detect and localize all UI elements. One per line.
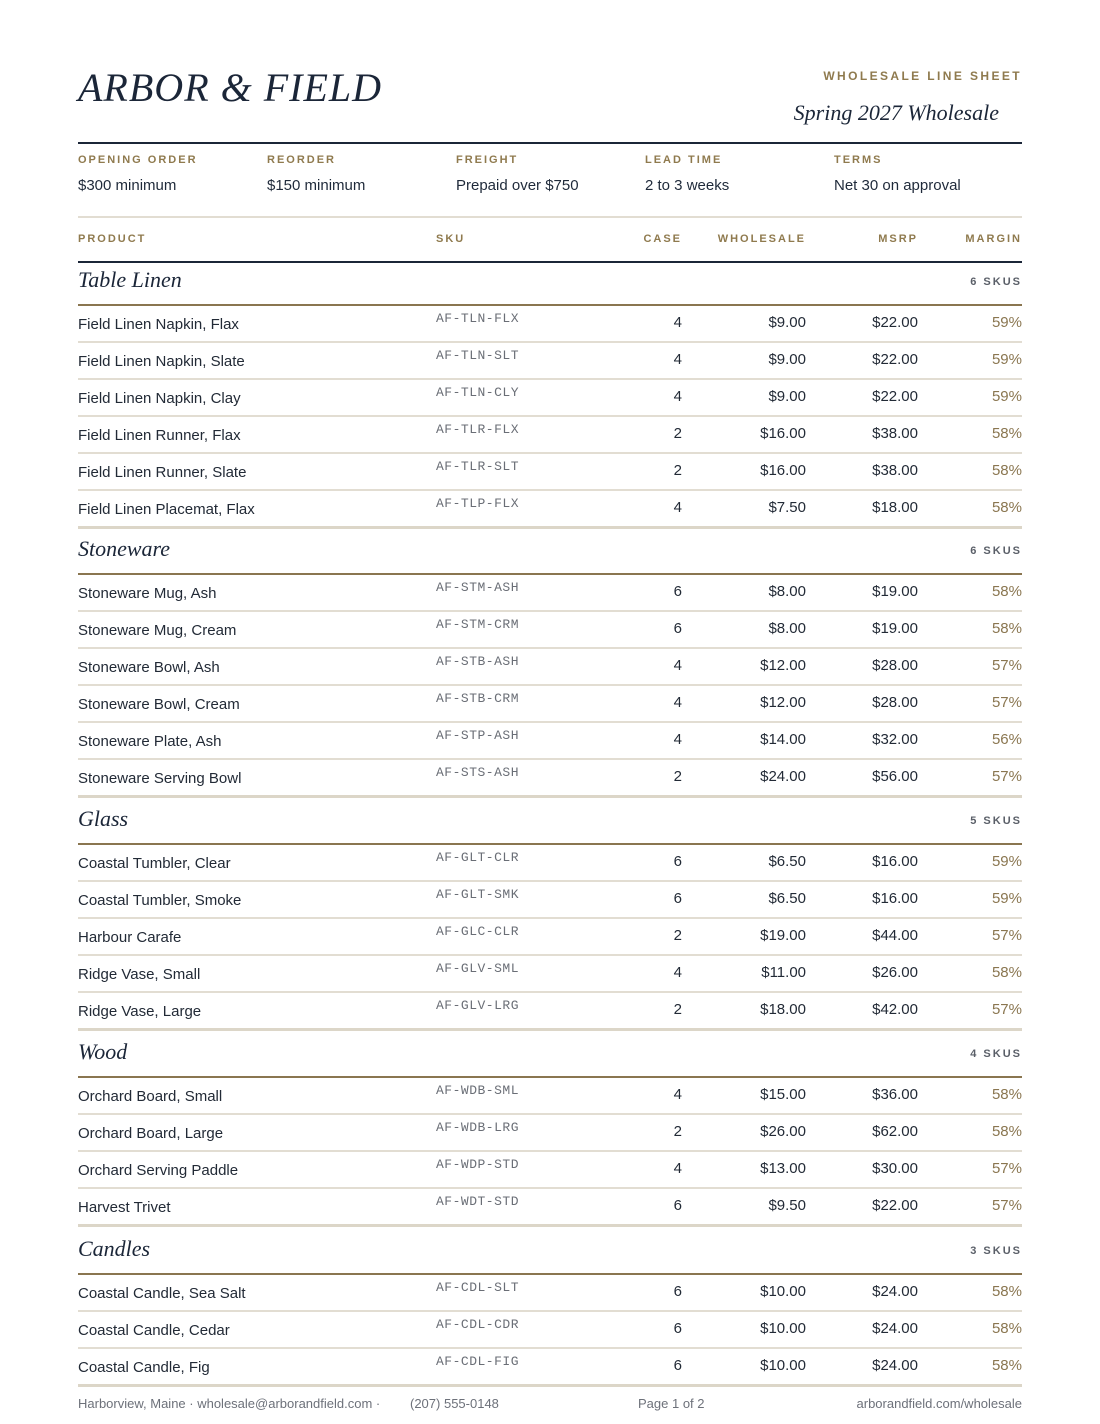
table-row bbox=[78, 612, 1022, 649]
case-pack: 6 bbox=[673, 853, 682, 870]
case-pack: 4 bbox=[673, 351, 682, 368]
sku-code: AF-WDP-STD bbox=[436, 1157, 520, 1172]
product-name: Stoneware Bowl, Ash bbox=[78, 659, 220, 676]
term-value: Prepaid over $750 bbox=[456, 177, 579, 194]
case-pack: 6 bbox=[673, 1283, 682, 1300]
term-label: REORDER bbox=[267, 154, 337, 166]
section-title: Wood bbox=[78, 1039, 128, 1064]
term-opening-order bbox=[78, 154, 198, 194]
sku-code: AF-GLV-LRG bbox=[436, 998, 520, 1013]
margin-percent: 58% bbox=[991, 425, 1022, 442]
margin-percent: 58% bbox=[991, 1283, 1022, 1300]
wholesale-price: $6.50 bbox=[768, 853, 806, 870]
wholesale-price: $12.00 bbox=[760, 657, 806, 674]
product-name: Field Linen Napkin, Slate bbox=[78, 353, 245, 370]
product-name: Coastal Tumbler, Smoke bbox=[78, 892, 242, 909]
case-pack: 2 bbox=[673, 768, 682, 785]
wholesale-price: $26.00 bbox=[760, 1123, 806, 1140]
margin-percent: 57% bbox=[991, 1197, 1022, 1214]
section-title: Table Linen bbox=[78, 267, 182, 292]
table-row bbox=[78, 760, 1022, 798]
term-label: FREIGHT bbox=[456, 154, 519, 166]
section-candles bbox=[78, 1233, 1022, 1387]
margin-percent: 58% bbox=[991, 1320, 1022, 1337]
case-pack: 4 bbox=[673, 964, 682, 981]
table-row bbox=[78, 343, 1022, 380]
case-pack: 6 bbox=[673, 1357, 682, 1374]
wholesale-price: $9.00 bbox=[768, 314, 806, 331]
term-freight bbox=[456, 154, 579, 194]
sku-code: AF-GLT-CLR bbox=[436, 850, 520, 865]
margin-percent: 58% bbox=[991, 620, 1022, 637]
msrp-price: $28.00 bbox=[872, 657, 918, 674]
wholesale-price: $12.00 bbox=[760, 694, 806, 711]
table-row bbox=[78, 956, 1022, 993]
sku-code: AF-STP-ASH bbox=[436, 728, 520, 743]
section-sku-count: 5 SKUS bbox=[970, 815, 1022, 827]
wholesale-price: $10.00 bbox=[760, 1283, 806, 1300]
sku-code: AF-TLP-FLX bbox=[436, 496, 520, 511]
sku-code: AF-STB-CRM bbox=[436, 691, 520, 706]
table-row bbox=[78, 491, 1022, 529]
msrp-price: $19.00 bbox=[872, 583, 918, 600]
wholesale-price: $9.00 bbox=[768, 351, 806, 368]
margin-percent: 58% bbox=[991, 462, 1022, 479]
table-row bbox=[78, 845, 1022, 882]
footer-url: arborandfield.com/wholesale bbox=[856, 1396, 1022, 1411]
wholesale-price: $19.00 bbox=[760, 927, 806, 944]
product-name: Orchard Serving Paddle bbox=[78, 1162, 239, 1179]
product-name: Orchard Board, Small bbox=[78, 1088, 223, 1105]
margin-percent: 58% bbox=[991, 1123, 1022, 1140]
document-type-label: WHOLESALE LINE SHEET bbox=[823, 69, 1022, 83]
header-divider bbox=[78, 142, 1022, 144]
msrp-price: $24.00 bbox=[872, 1357, 918, 1374]
term-value: $300 minimum bbox=[78, 177, 177, 194]
table-row bbox=[78, 1189, 1022, 1227]
sku-code: AF-CDL-CDR bbox=[436, 1317, 520, 1332]
margin-percent: 59% bbox=[991, 890, 1022, 907]
margin-percent: 59% bbox=[991, 388, 1022, 405]
term-label: LEAD TIME bbox=[645, 154, 723, 166]
case-pack: 6 bbox=[673, 1197, 682, 1214]
case-pack: 4 bbox=[673, 1160, 682, 1177]
product-name: Coastal Candle, Fig bbox=[78, 1359, 210, 1376]
wholesale-price: $18.00 bbox=[760, 1001, 806, 1018]
product-name: Coastal Candle, Sea Salt bbox=[78, 1285, 246, 1302]
table-row bbox=[78, 1275, 1022, 1312]
msrp-price: $30.00 bbox=[872, 1160, 918, 1177]
product-name: Field Linen Napkin, Flax bbox=[78, 316, 239, 333]
sku-code: AF-WDB-LRG bbox=[436, 1120, 520, 1135]
msrp-price: $26.00 bbox=[872, 964, 918, 981]
msrp-price: $56.00 bbox=[872, 768, 918, 785]
sku-code: AF-STB-ASH bbox=[436, 654, 520, 669]
product-name: Coastal Tumbler, Clear bbox=[78, 855, 231, 872]
product-name: Stoneware Mug, Ash bbox=[78, 585, 217, 602]
column-header-wholesale: WHOLESALE bbox=[717, 233, 806, 245]
sku-code: AF-TLN-CLY bbox=[436, 385, 520, 400]
product-name: Ridge Vase, Large bbox=[78, 1003, 202, 1020]
wholesale-price: $11.00 bbox=[761, 964, 806, 981]
table-row bbox=[78, 417, 1022, 454]
case-pack: 4 bbox=[673, 1086, 682, 1103]
table-row bbox=[78, 1078, 1022, 1115]
product-name: Stoneware Plate, Ash bbox=[78, 733, 222, 750]
footer-phone: (207) 555-0148 bbox=[410, 1396, 499, 1411]
msrp-price: $42.00 bbox=[872, 1001, 918, 1018]
term-value: $150 minimum bbox=[267, 177, 366, 194]
footer-address: Harborview, Maine · wholesale@arborandfield.com · bbox=[78, 1396, 381, 1411]
section-header bbox=[78, 264, 1022, 306]
msrp-price: $28.00 bbox=[872, 694, 918, 711]
msrp-price: $24.00 bbox=[872, 1283, 918, 1300]
margin-percent: 56% bbox=[991, 731, 1022, 748]
table-row bbox=[78, 919, 1022, 956]
sku-code: AF-TLR-FLX bbox=[436, 422, 520, 437]
table-row bbox=[78, 575, 1022, 612]
term-payment bbox=[834, 154, 961, 194]
wholesale-price: $14.00 bbox=[760, 731, 806, 748]
sku-code: AF-GLC-CLR bbox=[436, 924, 520, 939]
season-title: Spring 2027 Wholesale bbox=[793, 100, 999, 125]
footer-page-number: Page 1 of 2 bbox=[638, 1396, 705, 1411]
sku-code: AF-GLV-SML bbox=[436, 961, 520, 976]
case-pack: 4 bbox=[673, 694, 682, 711]
margin-percent: 58% bbox=[991, 1357, 1022, 1374]
table-header-divider bbox=[78, 261, 1022, 263]
term-label: OPENING ORDER bbox=[78, 154, 198, 166]
product-name: Field Linen Runner, Slate bbox=[78, 464, 247, 481]
case-pack: 2 bbox=[673, 462, 682, 479]
msrp-price: $36.00 bbox=[872, 1086, 918, 1103]
section-glass bbox=[78, 803, 1022, 1031]
table-row bbox=[78, 649, 1022, 686]
sku-code: AF-CDL-FIG bbox=[436, 1354, 520, 1369]
msrp-price: $24.00 bbox=[872, 1320, 918, 1337]
product-name: Stoneware Serving Bowl bbox=[78, 770, 242, 787]
product-name: Orchard Board, Large bbox=[78, 1125, 224, 1142]
msrp-price: $22.00 bbox=[872, 351, 918, 368]
product-name: Harbour Carafe bbox=[78, 929, 182, 946]
msrp-price: $22.00 bbox=[872, 1197, 918, 1214]
sku-code: AF-TLR-SLT bbox=[436, 459, 520, 474]
table-row bbox=[78, 723, 1022, 760]
margin-percent: 57% bbox=[991, 927, 1022, 944]
sku-code: AF-WDB-SML bbox=[436, 1083, 520, 1098]
section-header bbox=[78, 533, 1022, 575]
column-header-case: CASE bbox=[643, 233, 682, 245]
term-label: TERMS bbox=[834, 154, 883, 166]
order-terms bbox=[78, 154, 1022, 202]
table-row bbox=[78, 993, 1022, 1031]
column-header-product: PRODUCT bbox=[78, 233, 147, 245]
margin-percent: 57% bbox=[991, 768, 1022, 785]
case-pack: 4 bbox=[673, 314, 682, 331]
term-value: Net 30 on approval bbox=[834, 177, 961, 194]
margin-percent: 58% bbox=[991, 1086, 1022, 1103]
section-header bbox=[78, 1036, 1022, 1078]
product-name: Field Linen Runner, Flax bbox=[78, 427, 241, 444]
sku-code: AF-STS-ASH bbox=[436, 765, 520, 780]
table-row bbox=[78, 1152, 1022, 1189]
section-sku-count: 3 SKUS bbox=[970, 1245, 1022, 1257]
wholesale-price: $10.00 bbox=[760, 1320, 806, 1337]
section-title: Stoneware bbox=[78, 536, 171, 561]
section-header bbox=[78, 1233, 1022, 1275]
product-name: Coastal Candle, Cedar bbox=[78, 1322, 230, 1339]
margin-percent: 57% bbox=[991, 1160, 1022, 1177]
wholesale-price: $16.00 bbox=[760, 462, 806, 479]
msrp-price: $38.00 bbox=[872, 462, 918, 479]
section-stoneware bbox=[78, 533, 1022, 798]
section-sku-count: 4 SKUS bbox=[970, 1048, 1022, 1060]
margin-percent: 57% bbox=[991, 1001, 1022, 1018]
section-wood bbox=[78, 1036, 1022, 1227]
msrp-price: $38.00 bbox=[872, 425, 918, 442]
product-name: Field Linen Napkin, Clay bbox=[78, 390, 241, 407]
table-row bbox=[78, 1115, 1022, 1152]
case-pack: 4 bbox=[673, 731, 682, 748]
msrp-price: $44.00 bbox=[872, 927, 918, 944]
section-title: Candles bbox=[78, 1236, 151, 1261]
case-pack: 2 bbox=[673, 927, 682, 944]
margin-percent: 59% bbox=[991, 351, 1022, 368]
msrp-price: $16.00 bbox=[872, 853, 918, 870]
sku-code: AF-STM-ASH bbox=[436, 580, 520, 595]
sku-code: AF-TLN-FLX bbox=[436, 311, 520, 326]
case-pack: 4 bbox=[673, 657, 682, 674]
margin-percent: 59% bbox=[991, 314, 1022, 331]
term-reorder bbox=[267, 154, 365, 194]
case-pack: 6 bbox=[673, 1320, 682, 1337]
sku-code: AF-STM-CRM bbox=[436, 617, 520, 632]
terms-divider bbox=[78, 216, 1022, 218]
case-pack: 6 bbox=[673, 620, 682, 637]
column-header-msrp: MSRP bbox=[878, 233, 918, 245]
sku-code: AF-WDT-STD bbox=[436, 1194, 520, 1209]
wholesale-price: $9.00 bbox=[768, 388, 806, 405]
sku-code: AF-TLN-SLT bbox=[436, 348, 520, 363]
wholesale-price: $24.00 bbox=[760, 768, 806, 785]
wholesale-price: $6.50 bbox=[768, 890, 806, 907]
case-pack: 2 bbox=[673, 1123, 682, 1140]
case-pack: 4 bbox=[673, 499, 682, 516]
column-header-margin: MARGIN bbox=[965, 233, 1022, 245]
wholesale-price: $15.00 bbox=[760, 1086, 806, 1103]
table-row bbox=[78, 306, 1022, 343]
wholesale-price: $13.00 bbox=[760, 1160, 806, 1177]
margin-percent: 57% bbox=[991, 694, 1022, 711]
msrp-price: $16.00 bbox=[872, 890, 918, 907]
section-sku-count: 6 SKUS bbox=[970, 545, 1022, 557]
term-lead-time bbox=[645, 154, 729, 194]
product-name: Harvest Trivet bbox=[78, 1199, 171, 1216]
term-value: 2 to 3 weeks bbox=[645, 177, 730, 194]
wholesale-price: $7.50 bbox=[768, 499, 806, 516]
product-name: Stoneware Bowl, Cream bbox=[78, 696, 240, 713]
margin-percent: 58% bbox=[991, 964, 1022, 981]
section-title: Glass bbox=[78, 806, 129, 831]
brand-wordmark: ARBOR & FIELD bbox=[78, 65, 383, 110]
wholesale-price: $16.00 bbox=[760, 425, 806, 442]
wholesale-price: $8.00 bbox=[768, 583, 806, 600]
msrp-price: $22.00 bbox=[872, 388, 918, 405]
table-row bbox=[78, 686, 1022, 723]
case-pack: 2 bbox=[673, 1001, 682, 1018]
msrp-price: $62.00 bbox=[872, 1123, 918, 1140]
msrp-price: $19.00 bbox=[872, 620, 918, 637]
section-header bbox=[78, 803, 1022, 845]
wholesale-price: $10.00 bbox=[760, 1357, 806, 1374]
case-pack: 6 bbox=[673, 583, 682, 600]
case-pack: 4 bbox=[673, 388, 682, 405]
table-row bbox=[78, 1349, 1022, 1387]
table-row bbox=[78, 1312, 1022, 1349]
table-row bbox=[78, 380, 1022, 417]
wholesale-price: $9.50 bbox=[768, 1197, 806, 1214]
column-header-sku: SKU bbox=[436, 233, 466, 245]
margin-percent: 57% bbox=[991, 657, 1022, 674]
section-sku-count: 6 SKUS bbox=[970, 276, 1022, 288]
margin-percent: 58% bbox=[991, 499, 1022, 516]
product-name: Ridge Vase, Small bbox=[78, 966, 201, 983]
product-name: Stoneware Mug, Cream bbox=[78, 622, 237, 639]
case-pack: 6 bbox=[673, 890, 682, 907]
margin-percent: 59% bbox=[991, 853, 1022, 870]
wholesale-price: $8.00 bbox=[768, 620, 806, 637]
product-name: Field Linen Placemat, Flax bbox=[78, 501, 255, 518]
msrp-price: $18.00 bbox=[872, 499, 918, 516]
sku-code: AF-GLT-SMK bbox=[436, 887, 520, 902]
section-table-linen bbox=[78, 264, 1022, 529]
sku-code: AF-CDL-SLT bbox=[436, 1280, 520, 1295]
msrp-price: $32.00 bbox=[872, 731, 918, 748]
msrp-price: $22.00 bbox=[872, 314, 918, 331]
margin-percent: 58% bbox=[991, 583, 1022, 600]
table-row bbox=[78, 882, 1022, 919]
case-pack: 2 bbox=[673, 425, 682, 442]
table-row bbox=[78, 454, 1022, 491]
